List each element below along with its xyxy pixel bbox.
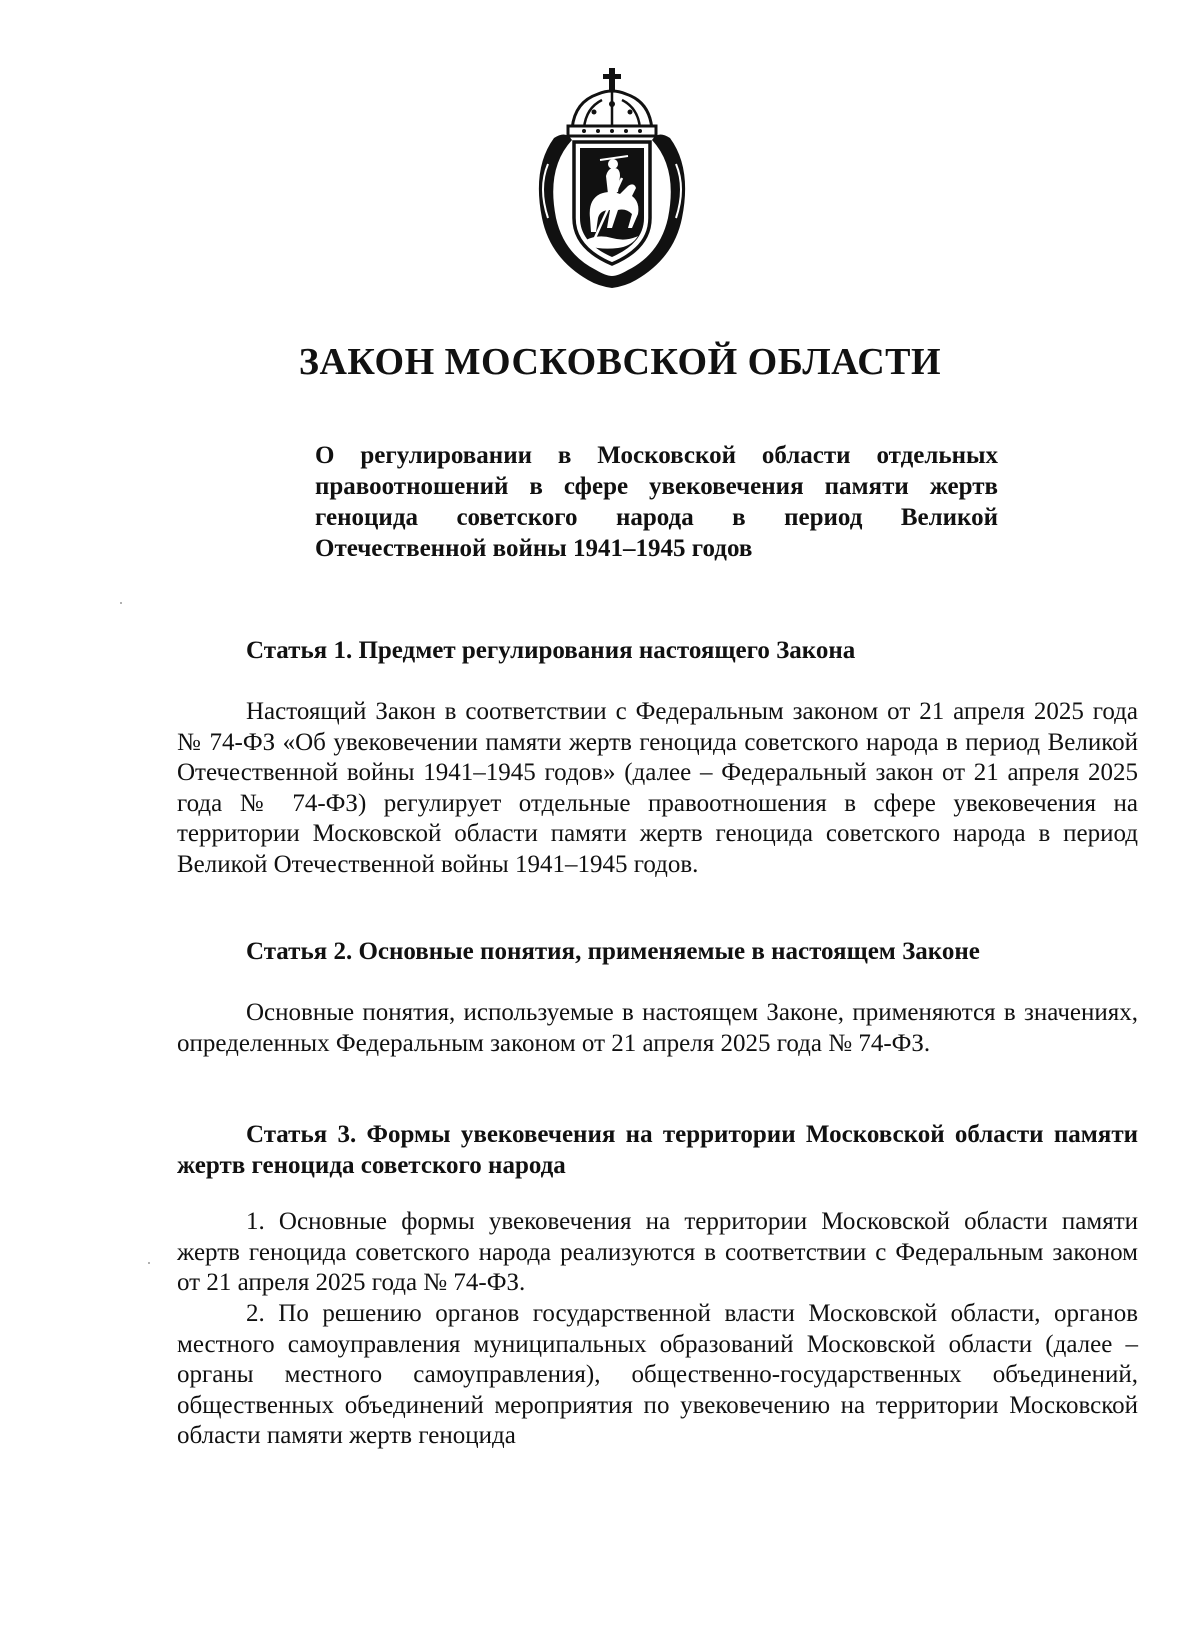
article-1-paragraph-1: Настоящий Закон в соответствии с Федеральным законом от 21 апреля 2025 года № 74-ФЗ «Об увековечении памяти жертв геноцида советского народа в период Великой Отечественной войны 1941–1945 годов» (далее – Федеральный закон от 21 апреля 2025 года № 74-ФЗ) регулирует отдельные правоотношения в сфере увековечения на территории Московской области памяти жертв геноцида советского народа в период Великой Отечественной войны 1941–1945 годов.	[177, 698, 1138, 878]
scan-speck	[148, 1262, 150, 1264]
article-1-heading: Статья 1. Предмет регулирования настоящего Закона	[246, 637, 856, 664]
law-subtitle: О регулировании в Московской области отдельных правоотношений в сфере увековечения памяти жертв геноцида советского народа в период Великой Отечественной войны 1941–1945 годов	[315, 442, 998, 562]
law-title: ЗАКОН МОСКОВСКОЙ ОБЛАСТИ	[298, 341, 942, 383]
article-2-paragraph-1: Основные понятия, используемые в настоящем Законе, применяются в значениях, определенных Федеральным законом от 21 апреля 2025 года № 74-ФЗ.	[177, 999, 1138, 1057]
moscow-oblast-coat-of-arms-icon	[528, 68, 696, 290]
scan-speck	[120, 602, 122, 604]
article-2-heading: Статья 2. Основные понятия, применяемые в настоящем Законе	[246, 938, 980, 965]
article-3-paragraph-2: 2. По решению органов государственной власти Московской области, органов местного самоуправления муниципальных образований Московской области (далее – органы местного самоуправления), общественно-государственных объединений, общественных объединений мероприятия по увековечению на территории Московской области памяти жертв геноцида	[177, 1300, 1138, 1449]
article-3-paragraph-1: 1. Основные формы увековечения на территории Московской области памяти жертв геноцида советского народа реализуются в соответствии с Федеральным законом от 21 апреля 2025 года № 74-ФЗ.	[177, 1208, 1138, 1296]
article-3-heading: Статья 3. Формы увековечения на территории Московской области памяти жертв геноцида советского народа	[177, 1121, 1138, 1179]
